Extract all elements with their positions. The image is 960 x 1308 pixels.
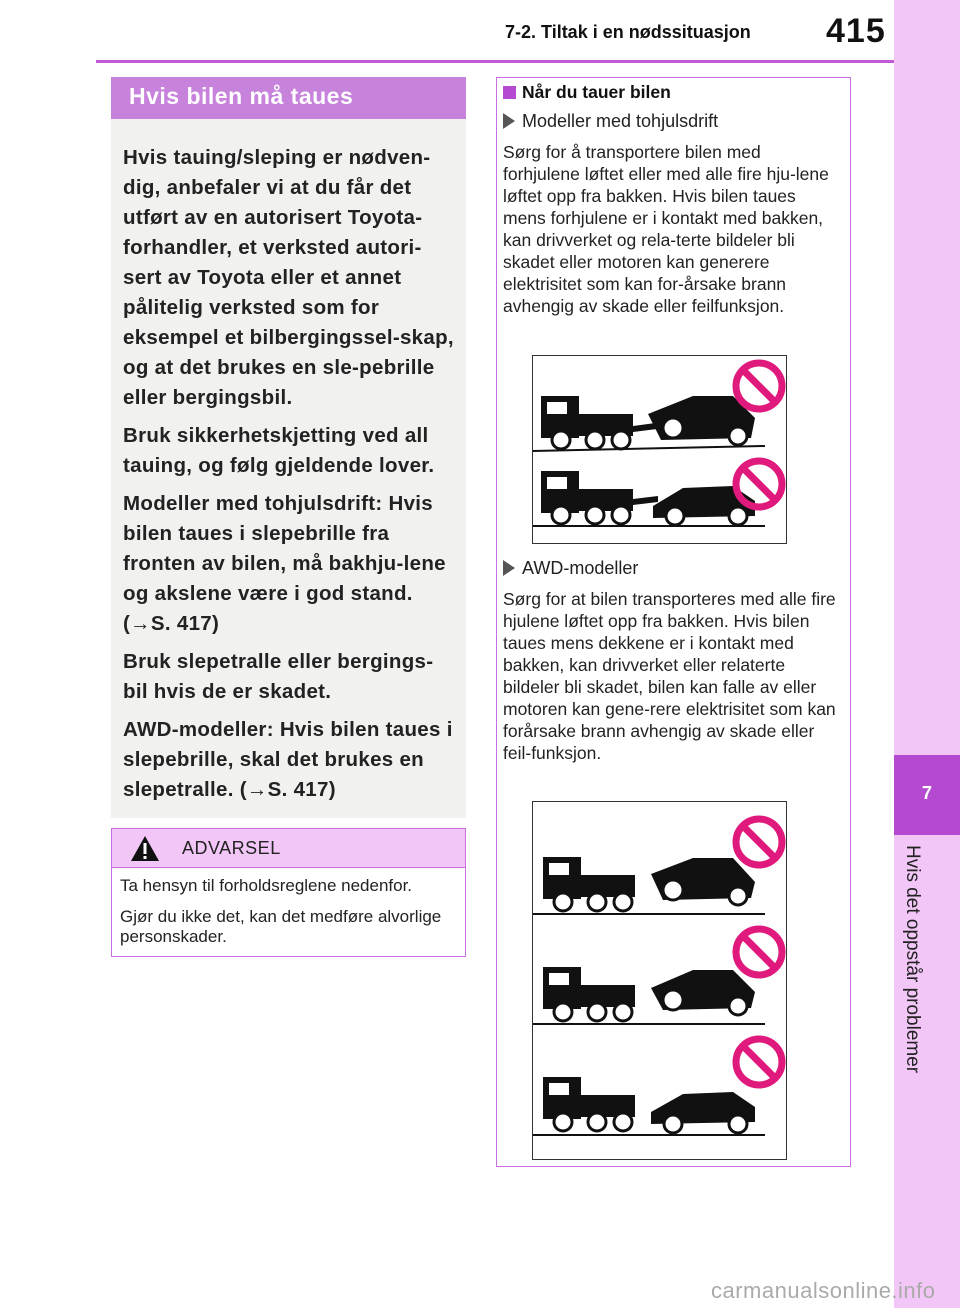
watermark: carmanualsonline.info	[711, 1278, 936, 1303]
intro-paragraph: Bruk sikkerhetskjetting ved all tauing, og følg gjeldende lover.	[123, 424, 435, 477]
chapter-side-tab	[894, 0, 960, 1308]
warning-line: Gjør du ikke det, kan det medføre alvorlige personskader.	[120, 907, 442, 946]
bullet-2wd	[503, 111, 718, 132]
bullet-2wd-text: Modeller med tohjulsdrift	[522, 111, 719, 131]
bullet-awd-text: AWD-modeller	[522, 558, 639, 578]
warning-triangle-icon	[130, 835, 160, 862]
warning-header	[112, 829, 465, 868]
tow-truck-rear-lifted	[533, 471, 765, 526]
prohibited-icon	[736, 819, 782, 865]
section-heading	[111, 77, 466, 119]
tow-truck-front-lifted	[533, 396, 765, 451]
section-heading-text: Hvis bilen må taues	[129, 83, 354, 109]
square-bullet-icon	[503, 86, 516, 99]
prohibited-icon	[736, 363, 782, 409]
tow-truck-rear-lifted	[533, 967, 765, 1024]
page-number: 415	[826, 12, 886, 50]
section-title: 7-2. Tiltak i en nødssituasjon	[505, 22, 751, 42]
prohibited-icon	[736, 461, 782, 507]
warning-box	[111, 828, 466, 957]
towing-figure-2wd	[532, 355, 787, 544]
tow-truck-flat	[533, 1077, 765, 1135]
towing-subheading	[503, 82, 671, 103]
prohibited-icon	[736, 929, 782, 975]
bullet-awd	[503, 558, 638, 579]
warning-title: ADVARSEL	[182, 838, 281, 858]
intro-box	[111, 119, 466, 818]
warning-line: Ta hensyn til forholdsreglene nedenfor.	[120, 876, 413, 895]
chapter-title: Hvis det oppstår problemer	[902, 845, 923, 1074]
intro-paragraph: AWD-modeller: Hvis bilen taues i slepebrille, skal det brukes en slepetralle. (→S. 417)	[123, 718, 453, 801]
intro-paragraph: Hvis tauing/sleping er nødven-dig, anbefaler vi at du får det utført av en autorisert Toyota-forhandler, et verksted autori-sert av Toyota eller et annet pålitelig verksted som for eksempel et bilbergingssel-skap, og at det brukes en sle-pebrille eller bergingsbil.	[123, 146, 454, 409]
intro-paragraph: Bruk slepetralle eller bergings-bil hvis de er skadet.	[123, 650, 434, 703]
triangle-bullet-icon	[503, 560, 515, 576]
header-rule	[96, 60, 894, 63]
prohibited-icon	[736, 1039, 782, 1085]
towing-figure-awd	[532, 801, 787, 1160]
chapter-number: 7	[921, 783, 932, 803]
tow-truck-front-lifted	[533, 857, 765, 914]
towing-subheading-text: Når du tauer bilen	[522, 82, 671, 102]
warning-body	[112, 868, 465, 947]
triangle-bullet-icon	[503, 113, 515, 129]
text-awd: Sørg for at bilen transporteres med alle fire hjulene løftet opp fra bakken. Hvis bilen taues mens dekkene er i kontakt med bakken, kan drivverket eller relaterte bildeler bli skadet, bilen kan falle av eller motoren kan gene-rere elektrisitet som kan forårsake brann avhengig av skade eller feil-funksjon.	[503, 589, 836, 763]
intro-paragraph: Modeller med tohjulsdrift: Hvis bilen taues i slepebrille fra fronten av bilen, må bakhju-lene og akslene være i god stand. (→S. 417)	[123, 492, 446, 635]
text-2wd: Sørg for å transportere bilen med forhjulene løftet eller med alle fire hju-lene løftet opp fra bakken. Hvis bilen taues mens forhjulene er i kontakt med bakken, kan drivverket og rela-terte bildeler bli skadet eller motoren kan generere elektrisitet som kan for-årsake brann avhengig av skade eller feilfunksjon.	[503, 142, 829, 316]
chapter-number-box	[894, 755, 960, 835]
